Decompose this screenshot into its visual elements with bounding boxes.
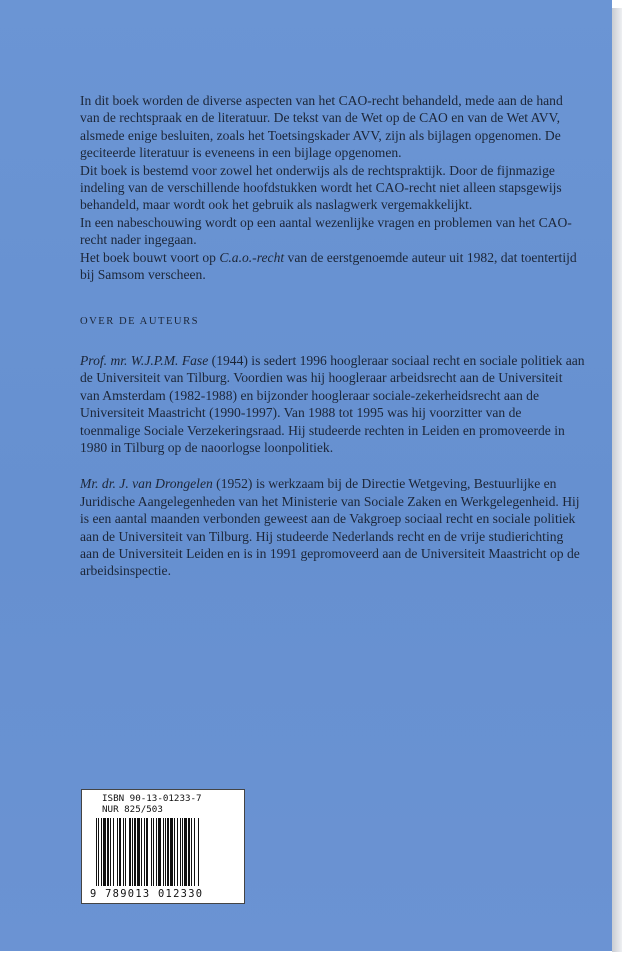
description-paragraph-1: In dit boek worden de diverse aspecten van het CAO-recht behandeld, mede aan de hand van de rechtspraak en de literatuur. De tekst van de Wet op de CAO en van de Wet AVV, alsmede enige besluiten, zoals het Toetsingskader AVV, zijn als bijlagen opgenomen. De geciteerde literatuur is eveneens in een bijlage opgenomen. bbox=[80, 93, 563, 161]
barcode-label bbox=[81, 789, 245, 904]
closing-paragraph bbox=[80, 249, 585, 284]
barcode-bar bbox=[113, 818, 114, 886]
barcode-bar bbox=[174, 818, 175, 886]
barcode-bar bbox=[158, 818, 161, 886]
barcode-bar bbox=[191, 818, 192, 886]
barcode-bar bbox=[182, 818, 183, 886]
barcode-bar bbox=[146, 818, 148, 886]
isbn-number: ISBN 90-13-01233-7 bbox=[102, 793, 202, 804]
barcode-bar bbox=[103, 818, 106, 886]
barcode-bar bbox=[117, 818, 118, 886]
barcode-bars bbox=[94, 818, 234, 886]
barcode-bar bbox=[180, 818, 181, 886]
barcode-bar bbox=[144, 818, 145, 886]
barcode-bar bbox=[132, 818, 133, 886]
barcode-bar bbox=[125, 818, 126, 886]
author-bio-text: (1952) is werkzaam bij de Directie Wetgeving, Bestuurlijke en Juridische Aangelegenheden van het Ministerie van Sociale Zaken en Werkgelegenheid. Hij is een aantal maanden verbonden geweest aan de Vakgroep sociaal recht en sociale politiek aan de Universiteit van Tilburg. Hij studeerde Nederlands recht en de vrije studierichting aan de Universiteit Leiden en is in 1991 gepromoveerd aan de Universiteit Maastricht op de arbeidsinspectie. bbox=[80, 476, 580, 579]
barcode-bar bbox=[96, 818, 97, 886]
author-bio-fase bbox=[80, 352, 585, 456]
author-name: Mr. dr. J. van Drongelen bbox=[80, 476, 213, 492]
section-heading-authors: OVER DE AUTEURS bbox=[80, 316, 200, 328]
barcode-bar bbox=[98, 818, 99, 886]
barcode-bar bbox=[101, 818, 102, 886]
barcode-bar bbox=[129, 818, 131, 886]
author-bio-text: (1944) is sedert 1996 hoogleraar sociaal recht en sociale politiek aan de Universiteit van Tilburg. Voordien was hij hoogleraar arbeidsrecht aan de Universiteit van Amsterdam (1982-1988) en bijzonder hoogleraar sociale-zekerheidsrecht aan de Universiteit Maastricht (1990-1997). Van 1988 tot 1995 was hij voorzitter van de toenmalige Sociale Verzekeringsraad. Hij studeerde rechten in Leiden en promoveerde in 1980 in Tilburg op de naoorlogse loonpolitiek. bbox=[80, 352, 585, 455]
barcode-bar bbox=[119, 818, 121, 886]
barcode-bar bbox=[156, 818, 157, 886]
author-bio-van-drongelen bbox=[80, 475, 585, 579]
barcode-bar bbox=[151, 818, 152, 886]
barcode-bar bbox=[165, 818, 166, 886]
barcode-bar bbox=[198, 818, 199, 886]
referenced-book-title: C.a.o.-recht bbox=[219, 249, 285, 265]
barcode-bar bbox=[107, 818, 109, 886]
barcode-digits: 9 789013 012330 bbox=[90, 888, 204, 900]
closing-text-before: Het boek bouwt voort op bbox=[80, 249, 220, 265]
barcode-bar bbox=[188, 818, 190, 886]
description-paragraph-2: Dit boek is bestemd voor zowel het onderwijs als de rechtspraktijk. Door de fijnmazige indeling van de verschillende hoofdstukken wordt het CAO-recht niet alleen stapsgewijs behandeld, maar wordt ook het gebruik als naslagwerk vergemakkelijkt. bbox=[80, 162, 562, 213]
barcode-bar bbox=[141, 818, 142, 886]
barcode-bar bbox=[170, 818, 173, 886]
closing-text-after: van de eerstgenoemde auteur uit 1982, dat toentertijd bij Samsom verscheen. bbox=[80, 249, 577, 283]
barcode-bar bbox=[123, 818, 124, 886]
barcode-bar bbox=[134, 818, 136, 886]
page-edge bbox=[612, 8, 622, 952]
nur-code: NUR 825/503 bbox=[102, 804, 163, 815]
barcode-bar bbox=[177, 818, 178, 886]
barcode-bar bbox=[110, 818, 111, 886]
barcode-bar bbox=[167, 818, 169, 886]
barcode-bar bbox=[153, 818, 154, 886]
author-name: Prof. mr. W.J.P.M. Fase bbox=[80, 352, 209, 368]
barcode-bar bbox=[184, 818, 187, 886]
description-paragraph-3: In een nabeschouwing wordt op een aantal wezenlijke vragen en problemen van het CAO-recht nader ingegaan. bbox=[80, 214, 572, 248]
back-cover-text bbox=[80, 92, 585, 599]
barcode-bar bbox=[194, 818, 195, 886]
barcode-bar bbox=[137, 818, 140, 886]
barcode-bar bbox=[163, 818, 164, 886]
